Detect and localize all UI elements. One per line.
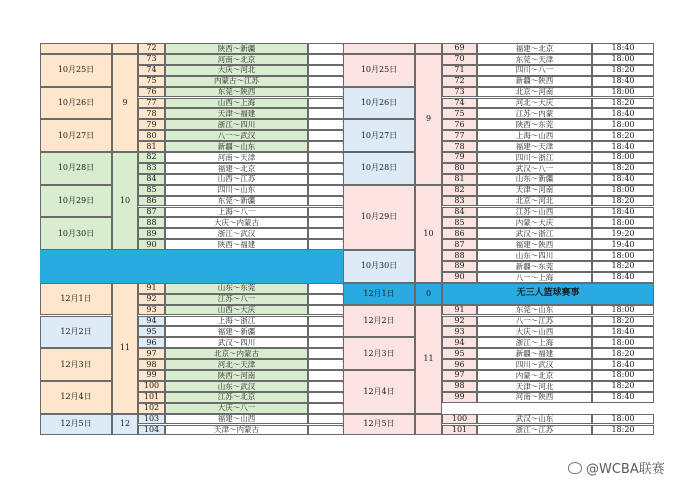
right-matchup: 天津～河南 (477, 185, 592, 196)
left-game-no: 73 (138, 54, 165, 65)
right-game-no: 80 (442, 163, 477, 174)
right-game-no: 99 (442, 392, 477, 403)
left-round-cell: 12 (112, 414, 138, 436)
right-round-cell: 0 (415, 283, 442, 305)
right-time: 18:20 (592, 163, 654, 174)
right-matchup: 武汉～山东 (477, 414, 592, 425)
right-game-no: 76 (442, 119, 477, 130)
right-date-cell: 10月25日 (343, 54, 415, 87)
right-game-no: 95 (442, 348, 477, 359)
left-matchup: 武汉～四川 (165, 337, 308, 348)
left-matchup: 山东～武汉 (165, 381, 308, 392)
right-matchup: 大庆～山西 (477, 326, 592, 337)
left-date-cell: 10月25日 (40, 54, 112, 87)
left-game-no: 78 (138, 108, 165, 119)
right-matchup: 内蒙～北京 (477, 370, 592, 381)
left-game-no: 94 (138, 316, 165, 327)
left-date-cell: 10月27日 (40, 119, 112, 152)
left-matchup: 东莞～新疆 (165, 196, 308, 207)
left-matchup: 江苏～北京 (165, 392, 308, 403)
right-date-cell: 12月4日 (343, 370, 415, 414)
right-date-cell: 12月5日 (343, 414, 415, 436)
right-game-no: 87 (442, 239, 477, 250)
right-matchup: 山东～四川 (477, 250, 592, 261)
right-game-no: 94 (442, 337, 477, 348)
right-matchup: 八一～江苏 (477, 316, 592, 327)
left-matchup: 内蒙古～江苏 (165, 76, 308, 87)
right-game-no: 96 (442, 359, 477, 370)
left-matchup: 陕西～福建 (165, 239, 308, 250)
right-time: 18:20 (592, 130, 654, 141)
right-time: 18:20 (592, 196, 654, 207)
right-date-cell: 12月3日 (343, 337, 415, 370)
left-game-no: 101 (138, 392, 165, 403)
left-game-no: 84 (138, 174, 165, 185)
right-matchup: 四川～浙江 (477, 152, 592, 163)
right-matchup: 武汉～浙江 (477, 228, 592, 239)
right-date-cell: 10月27日 (343, 119, 415, 152)
right-game-no: 84 (442, 207, 477, 218)
watermark (568, 458, 665, 477)
right-game-no: 79 (442, 152, 477, 163)
left-matchup: 上海～浙江 (165, 316, 308, 327)
right-game-no: 74 (442, 98, 477, 109)
right-matchup: 江苏～内蒙 (477, 108, 592, 119)
right-matchup: 福建～陕西 (477, 239, 592, 250)
right-time: 18:20 (592, 65, 654, 76)
right-game-no: 90 (442, 272, 477, 283)
right-time: 18:00 (592, 152, 654, 163)
right-matchup: 武汉～八一 (477, 163, 592, 174)
right-game-no: 83 (442, 196, 477, 207)
left-matchup: 山西～大庆 (165, 305, 308, 316)
right-game-no: 72 (442, 76, 477, 87)
left-game-no: 79 (138, 119, 165, 130)
right-round-cell: 10 (415, 185, 442, 283)
left-game-no: 92 (138, 294, 165, 305)
left-game-no: 89 (138, 228, 165, 239)
left-game-no: 80 (138, 130, 165, 141)
right-time: 18:00 (592, 370, 654, 381)
right-time: 18:40 (592, 108, 654, 119)
left-game-no: 103 (138, 414, 165, 425)
right-game-no: 70 (442, 54, 477, 65)
left-matchup: 新疆～山东 (165, 141, 308, 152)
right-matchup: 福建～北京 (477, 43, 592, 54)
right-matchup: 天津～河北 (477, 381, 592, 392)
right-matchup: 四川～武汉 (477, 359, 592, 370)
right-time: 18:20 (592, 381, 654, 392)
left-matchup: 山西～江苏 (165, 174, 308, 185)
right-game-no: 93 (442, 326, 477, 337)
left-round-cell (112, 43, 138, 54)
right-time: 19:40 (592, 239, 654, 250)
right-game-no: 100 (442, 414, 477, 425)
watermark-text: @WCBA联赛 (586, 462, 665, 477)
right-game-no: 97 (442, 370, 477, 381)
right-game-no: 71 (442, 65, 477, 76)
right-game-no: 85 (442, 217, 477, 228)
right-time: 18:00 (592, 305, 654, 316)
left-date-cell: 12月2日 (40, 316, 112, 349)
left-round-cell: 9 (112, 54, 138, 152)
left-game-no: 74 (138, 65, 165, 76)
left-game-no: 83 (138, 163, 165, 174)
right-game-no: 69 (442, 43, 477, 54)
left-game-no: 104 (138, 425, 165, 436)
right-matchup: 上海～山西 (477, 130, 592, 141)
right-matchup: 东莞～山东 (477, 305, 592, 316)
left-matchup: 陕西～新疆 (165, 43, 308, 54)
right-time: 18:00 (592, 414, 654, 425)
right-game-no: 89 (442, 261, 477, 272)
right-game-no: 101 (442, 425, 477, 436)
left-matchup: 山西～上海 (165, 98, 308, 109)
right-date-cell: 10月29日 (343, 185, 415, 250)
left-game-no: 77 (138, 98, 165, 109)
right-time: 18:00 (592, 250, 654, 261)
left-game-no: 91 (138, 283, 165, 294)
right-matchup: 浙江～上海 (477, 337, 592, 348)
right-date-cell: 10月28日 (343, 152, 415, 185)
left-matchup: 浙江～四川 (165, 119, 308, 130)
right-matchup: 江苏～山西 (477, 207, 592, 218)
left-matchup: 福建～北京 (165, 163, 308, 174)
left-game-no: 87 (138, 207, 165, 218)
right-time: 18:40 (592, 207, 654, 218)
left-matchup: 天津～内蒙古 (165, 425, 308, 436)
left-matchup: 河北～天津 (165, 359, 308, 370)
right-time: 18:40 (592, 76, 654, 87)
right-time: 18:00 (592, 185, 654, 196)
left-date-cell: 12月1日 (40, 283, 112, 316)
left-matchup: 河南～北京 (165, 54, 308, 65)
right-game-no: 78 (442, 141, 477, 152)
left-date-cell: 10月26日 (40, 87, 112, 120)
left-matchup: 四川～山东 (165, 185, 308, 196)
right-matchup: 河北～大庆 (477, 98, 592, 109)
right-game-no: 92 (442, 316, 477, 327)
right-matchup: 陕西～东莞 (477, 119, 592, 130)
right-game-no: 82 (442, 185, 477, 196)
right-time: 18:20 (592, 425, 654, 436)
left-date-cell: 12月3日 (40, 348, 112, 381)
right-game-no: 75 (442, 108, 477, 119)
right-time: 18:20 (592, 261, 654, 272)
right-date-cell: 10月26日 (343, 87, 415, 120)
left-matchup: 上海～八一 (165, 207, 308, 218)
left-round-cell: 10 (112, 152, 138, 250)
left-matchup: 河南～天津 (165, 152, 308, 163)
schedule-table (40, 43, 654, 435)
left-game-no: 97 (138, 348, 165, 359)
right-time: 18:20 (592, 348, 654, 359)
right-time: 18:00 (592, 87, 654, 98)
right-matchup: 四川～八一 (477, 65, 592, 76)
right-time: 18:40 (592, 43, 654, 54)
left-game-no: 96 (138, 337, 165, 348)
right-game-no: 88 (442, 250, 477, 261)
left-game-no: 76 (138, 87, 165, 98)
right-game-no: 91 (442, 305, 477, 316)
left-matchup: 东莞～陕西 (165, 87, 308, 98)
right-matchup: 北京～河北 (477, 196, 592, 207)
left-matchup: 江苏～八一 (165, 294, 308, 305)
left-game-no: 90 (138, 239, 165, 250)
left-matchup: 福建～新疆 (165, 326, 308, 337)
right-matchup: 浙江～江苏 (477, 425, 592, 436)
left-date-cell: 10月30日 (40, 217, 112, 250)
right-time: 18:40 (592, 392, 654, 403)
left-game-no: 102 (138, 403, 165, 414)
right-round-cell (415, 43, 442, 54)
right-matchup: 八一～上海 (477, 272, 592, 283)
left-game-no: 75 (138, 76, 165, 87)
left-date-cell (40, 43, 112, 54)
right-matchup: 福建～天津 (477, 141, 592, 152)
left-game-no: 100 (138, 381, 165, 392)
right-date-cell: 12月1日 (343, 283, 415, 305)
right-time: 18:00 (592, 54, 654, 65)
right-time: 18:40 (592, 272, 654, 283)
right-time: 18:40 (592, 141, 654, 152)
right-round-cell (415, 414, 442, 436)
left-game-no: 93 (138, 305, 165, 316)
left-game-no: 86 (138, 196, 165, 207)
right-date-cell: 12月2日 (343, 305, 415, 338)
left-matchup: 大庆～八一 (165, 403, 308, 414)
left-date-cell: 10月29日 (40, 185, 112, 218)
right-time: 18:00 (592, 337, 654, 348)
left-matchup: 八一～武汉 (165, 130, 308, 141)
weibo-logo-icon (568, 462, 582, 474)
right-time: 19:20 (592, 228, 654, 239)
right-matchup: 新疆～陕西 (477, 76, 592, 87)
right-matchup: 新疆～东莞 (477, 261, 592, 272)
left-game-no: 82 (138, 152, 165, 163)
left-game-no: 81 (138, 141, 165, 152)
left-date-cell: 10月28日 (40, 152, 112, 185)
left-matchup: 浙江～武汉 (165, 228, 308, 239)
left-game-no: 99 (138, 370, 165, 381)
left-game-no: 72 (138, 43, 165, 54)
left-round-cell: 11 (112, 283, 138, 414)
left-matchup: 福建～山西 (165, 414, 308, 425)
right-date-cell (343, 43, 415, 54)
left-matchup: 天津～福建 (165, 108, 308, 119)
right-time: 18:00 (592, 217, 654, 228)
right-round-cell: 9 (415, 54, 442, 185)
right-game-no: 98 (442, 381, 477, 392)
right-matchup: 北京～河南 (477, 87, 592, 98)
left-game-no: 85 (138, 185, 165, 196)
right-notice-cell: 无三人篮球赛事 (442, 283, 654, 305)
left-game-no: 98 (138, 359, 165, 370)
right-time: 18:20 (592, 98, 654, 109)
right-game-no: 73 (442, 87, 477, 98)
left-date-cell: 12月5日 (40, 414, 112, 436)
left-game-no: 95 (138, 326, 165, 337)
right-matchup: 新疆～福建 (477, 348, 592, 359)
right-time: 18:40 (592, 174, 654, 185)
right-matchup: 河南～陕西 (477, 392, 592, 403)
right-time: 18:20 (592, 316, 654, 327)
right-time: 18:40 (592, 359, 654, 370)
left-game-no: 88 (138, 217, 165, 228)
left-matchup: 北京～内蒙古 (165, 348, 308, 359)
right-game-no: 81 (442, 174, 477, 185)
left-matchup: 大庆～内蒙古 (165, 217, 308, 228)
right-matchup: 内蒙～大庆 (477, 217, 592, 228)
right-game-no: 86 (442, 228, 477, 239)
right-date-cell: 10月30日 (343, 250, 415, 283)
right-matchup: 山东～新疆 (477, 174, 592, 185)
right-game-no: 77 (442, 130, 477, 141)
right-round-cell: 11 (415, 305, 442, 414)
right-time: 18:00 (592, 119, 654, 130)
left-matchup: 陕西～河南 (165, 370, 308, 381)
right-time: 18:40 (592, 326, 654, 337)
left-matchup: 大庆～河北 (165, 65, 308, 76)
left-date-cell: 12月4日 (40, 381, 112, 414)
left-matchup: 山东～东莞 (165, 283, 308, 294)
right-matchup: 东莞～天津 (477, 54, 592, 65)
